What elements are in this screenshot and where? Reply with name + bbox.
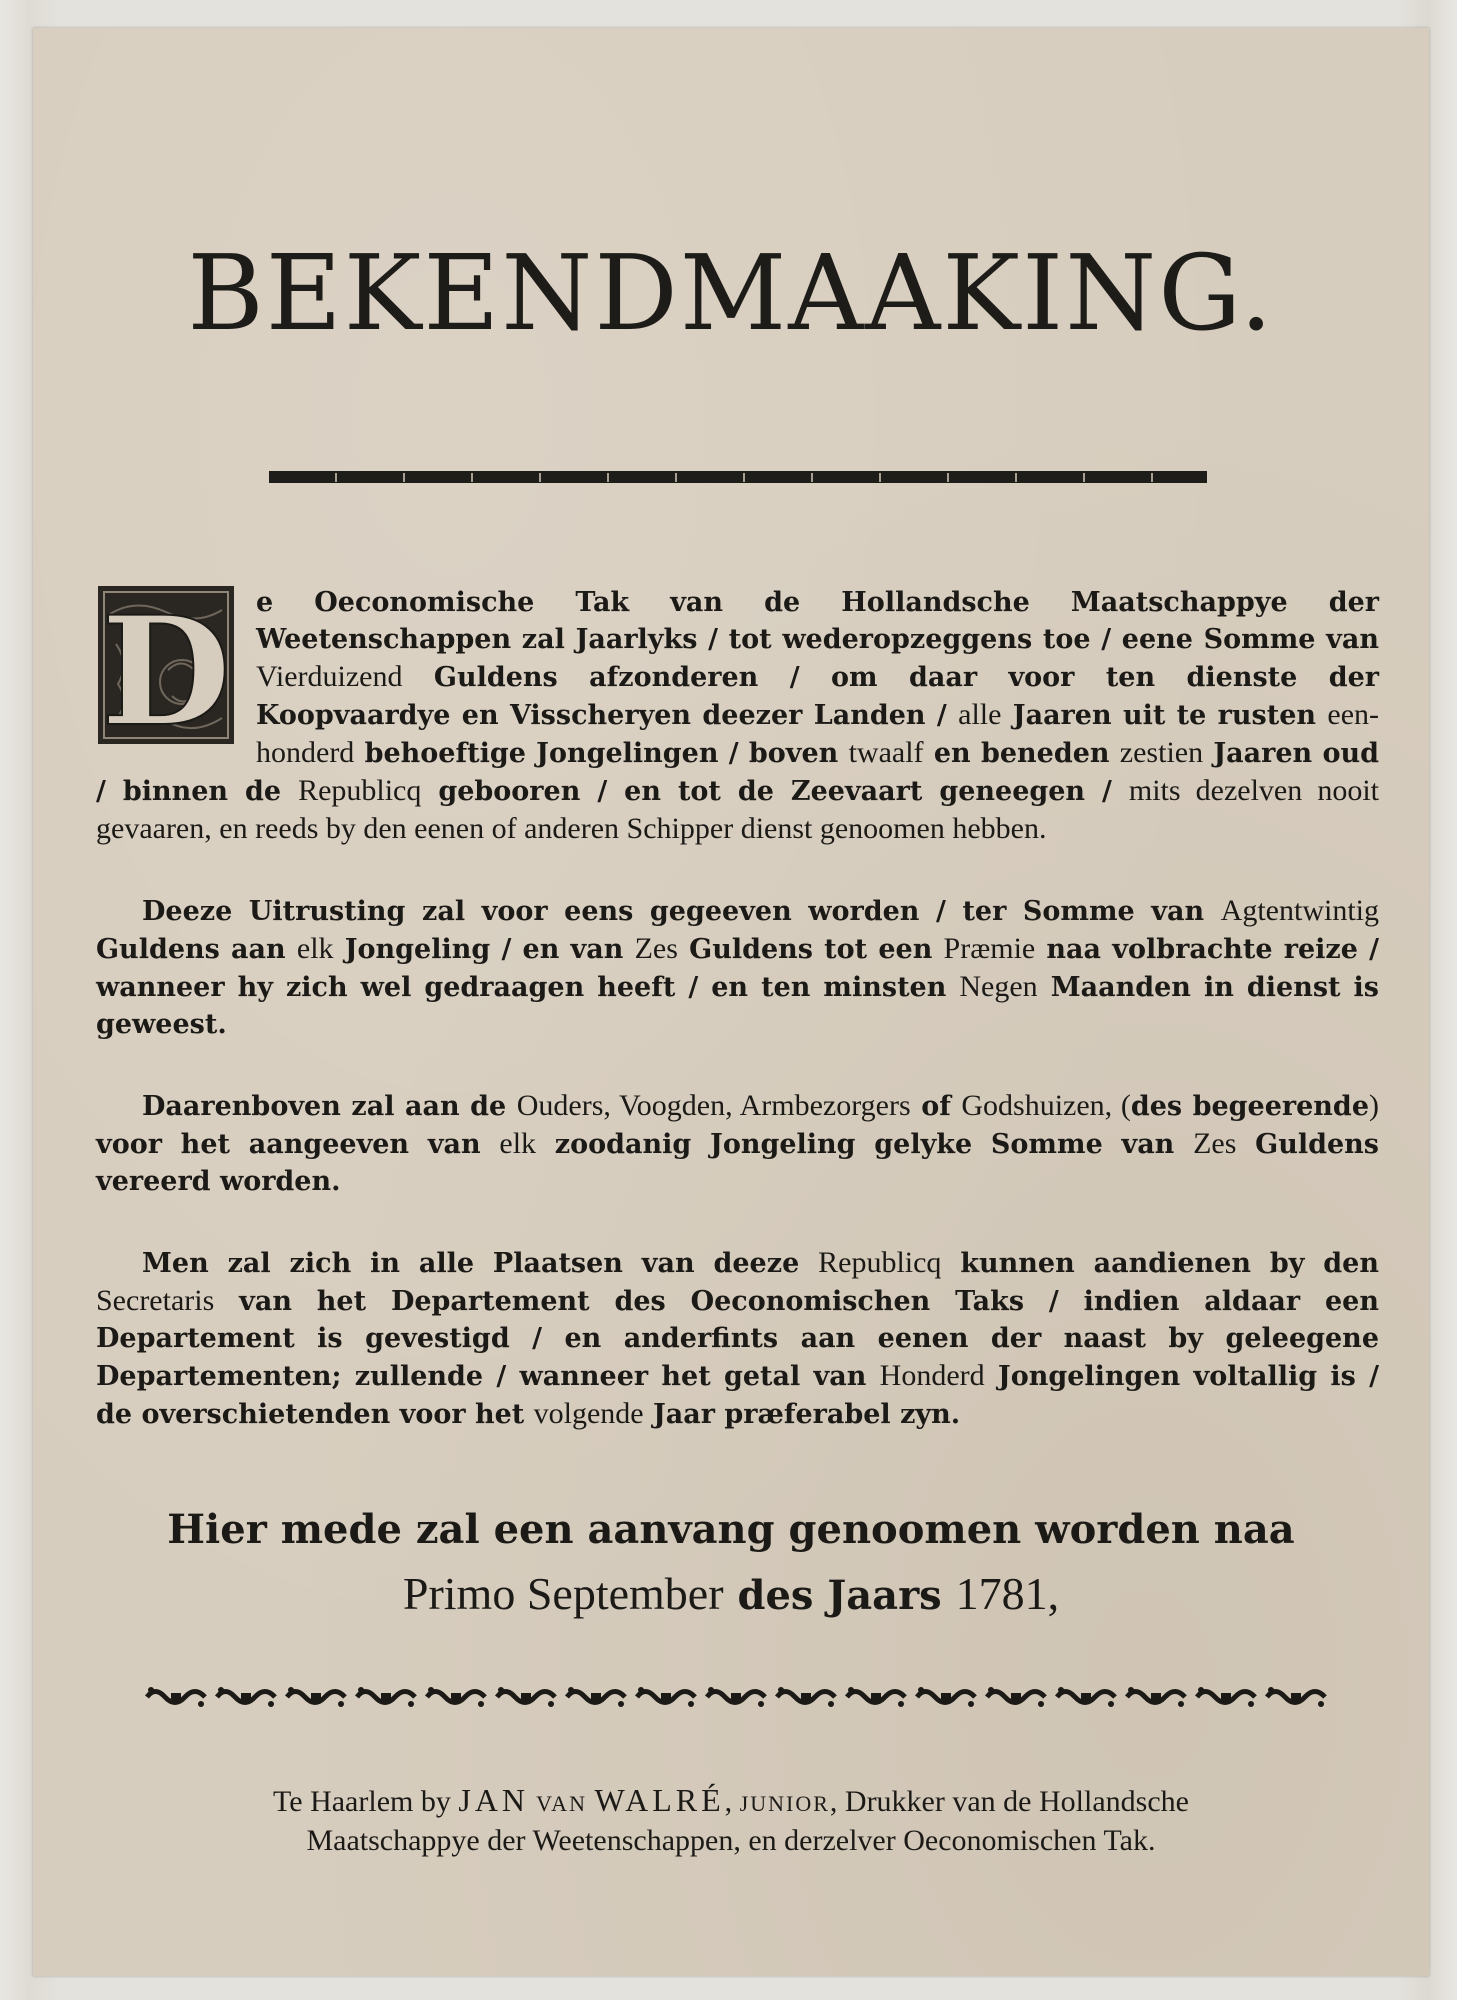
p1-seg: e Oeconomische Tak van de Hollandsche Maatschappye der Weetenschappen zal Jaarlyks / tot wederopzeggens toe / eene Somme van (256, 587, 1379, 655)
p4-seg: Jongelingen voltallig is / de overschietenden voor het (96, 1361, 1379, 1430)
p2-seg: Præmie (943, 932, 1036, 965)
imprint-line-2: Maatschappye der Weetenschappen, en derzelver Oeconomischen Tak. (306, 1824, 1156, 1857)
closing-line-2 (33, 1562, 1429, 1628)
imprint-junior: JUNIOR (739, 1791, 830, 1816)
imprint-printer-last: WALRÉ (594, 1782, 725, 1818)
p2-seg: Deeze Uitrusting zal voor eens gegeeven worden / ter Somme van (142, 896, 1221, 927)
p1-seg: mits dezelven nooit gevaaren, en reeds by den eenen of anderen Schipper dienst genoomen hebben. (96, 774, 1379, 845)
imprint-printer-first: JAN (458, 1782, 530, 1818)
paragraph-4 (96, 1244, 1379, 1433)
imprint-seg: , Drukker van de Hollandsche (829, 1785, 1189, 1818)
p2-seg: Guldens aan (96, 934, 297, 965)
p3-seg: Daarenboven zal aan de (142, 1091, 517, 1122)
paragraph-3 (96, 1087, 1379, 1200)
p3-seg: zoodanig Jongeling gelyke Somme van (536, 1129, 1194, 1160)
closing-line-1: Hier mede zal een aanvang genoomen worden naa (167, 1506, 1295, 1553)
p2-seg: Maanden in dienst is geweest. (96, 972, 1379, 1040)
announcement-body (96, 584, 1379, 1433)
p4-seg: Secretaris (96, 1284, 215, 1317)
p4-seg: Jaar præferabel zyn. (643, 1399, 961, 1430)
p4-seg: Honderd (879, 1359, 985, 1392)
p1-seg: Jaaren uit te rusten (1001, 700, 1328, 731)
printer-imprint (33, 1782, 1429, 1859)
p1-seg: gebooren / en tot de Zeevaart geneegen / (421, 776, 1129, 807)
closing-statement (33, 1498, 1429, 1628)
p2-seg: naa volbrachte reize / wanneer hy zich wel gedraagen heeft / en ten minsten (96, 934, 1379, 1003)
imprint-line-1 (33, 1782, 1429, 1822)
p3-seg: Godshuizen, ( (961, 1089, 1131, 1122)
p1-seg: Republicq (298, 774, 422, 807)
p3-seg: ) (1369, 1089, 1379, 1122)
p3-seg: elk (499, 1127, 537, 1160)
p4-seg: van het Departement des Oeconomischen Taks / indien aldaar een Departement is gevestigd / en anderfints aan eenen der naast by geleegene Departementen; zullende / wanneer het getal van (96, 1286, 1379, 1392)
paragraph-2 (96, 892, 1379, 1043)
p2-seg: Negen (959, 970, 1038, 1003)
p3-seg: Zes (1193, 1127, 1237, 1160)
p4-seg: kunnen aandienen by den (941, 1248, 1379, 1279)
p3-seg: des begeerende (1130, 1091, 1369, 1122)
p2-seg: Agtentwintig (1220, 894, 1379, 927)
p2-seg: Zes (634, 932, 678, 965)
closing-year: 1781, (955, 1568, 1060, 1619)
p2-seg: Guldens tot een (677, 934, 944, 965)
p1-seg: een-honderd (256, 698, 1379, 769)
imprint-seg: , (724, 1785, 740, 1818)
drop-cap-letter: D (100, 584, 232, 746)
p1-seg: Jaaren oud / binnen de (96, 738, 1379, 807)
p1-seg: alle (958, 698, 1002, 731)
imprint-seg: VAN (529, 1791, 595, 1816)
ornament-border (143, 1684, 1333, 1710)
title-rule (269, 471, 1207, 483)
p1-seg: twaalf (848, 736, 924, 769)
p1-seg: Vierduizend (256, 660, 403, 693)
p3-seg: of (910, 1091, 962, 1122)
poster-sheet (33, 28, 1429, 1976)
paragraph-1 (96, 584, 1379, 848)
p1-seg: en beneden (923, 738, 1120, 769)
poster-title: BEKENDMAAKING. (187, 232, 1275, 354)
p1-seg: behoeftige Jongelingen / boven (354, 738, 849, 769)
p1-seg: Guldens afzonderen / om daar voor ten dienste der Koopvaardye en Visscheryen deezer Landen / (256, 662, 1379, 731)
p3-seg: Ouders, Voogden, Armbezorgers (516, 1089, 911, 1122)
p4-seg: Men zal zich in alle Plaatsen van deeze (142, 1248, 819, 1279)
closing-seg: des Jaars (723, 1572, 956, 1619)
p4-seg: volgende (533, 1397, 644, 1430)
p2-seg: elk (296, 932, 334, 965)
drop-cap-ornament (96, 584, 236, 746)
closing-date: Primo September (402, 1568, 724, 1619)
p1-seg: zestien (1119, 736, 1204, 769)
p4-seg: Republicq (818, 1246, 942, 1279)
p3-seg: Guldens vereerd worden. (96, 1129, 1379, 1197)
p3-seg: voor het aangeeven van (96, 1129, 500, 1160)
imprint-seg: Te Haarlem by (273, 1785, 459, 1818)
p2-seg: Jongeling / en van (333, 934, 635, 965)
